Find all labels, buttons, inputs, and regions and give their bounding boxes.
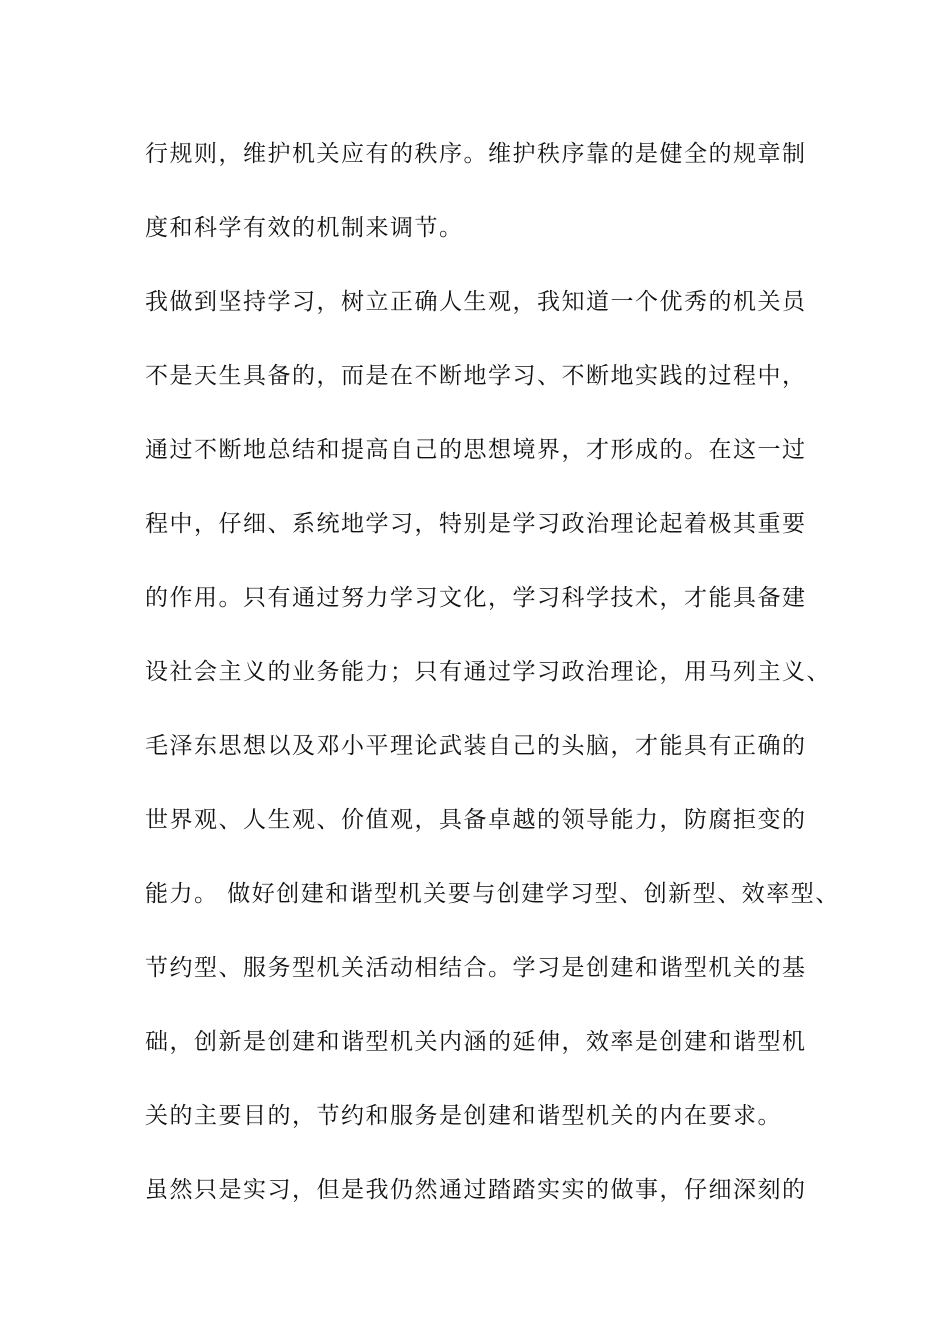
text-line: 虽然只是实习，但是我仍然通过踏踏实实的做事，仔细深刻的 (145, 1177, 807, 1203)
text-line: 行规则，维护机关应有的秩序。维护秩序靠的是健全的规章制 (145, 141, 807, 167)
document-body (145, 130, 840, 1240)
text-line: 能力。 做好创建和谐型机关要与创建学习型、创新型、效率型、 (145, 881, 840, 907)
text-line: 础，创新是创建和谐型机关内涵的延伸，效率是创建和谐型机 (145, 1029, 807, 1055)
text-line: 不是天生具备的，而是在不断地学习、不断地实践的过程中， (145, 363, 807, 389)
text-line: 关的主要目的，节约和服务是创建和谐型机关的内在要求。 (145, 1103, 782, 1129)
text-line: 世界观、人生观、价值观，具备卓越的领导能力，防腐拒变的 (145, 807, 807, 833)
text-line: 毛泽东思想以及邓小平理论武装自己的头脑，才能具有正确的 (145, 733, 807, 759)
text-line: 度和科学有效的机制来调节。 (145, 215, 464, 241)
text-line: 设社会主义的业务能力；只有通过学习政治理论，用马列主义、 (145, 659, 831, 685)
text-line: 节约型、服务型机关活动相结合。学习是创建和谐型机关的基 (145, 955, 807, 981)
text-line: 的作用。只有通过努力学习文化，学习科学技术，才能具备建 (145, 585, 807, 611)
text-line: 我做到坚持学习，树立正确人生观，我知道一个优秀的机关员 (145, 289, 807, 315)
text-line: 程中，仔细、系统地学习，特别是学习政治理论起着极其重要 (145, 511, 807, 537)
text-line: 通过不断地总结和提高自己的思想境界，才形成的。在这一过 (145, 437, 807, 463)
